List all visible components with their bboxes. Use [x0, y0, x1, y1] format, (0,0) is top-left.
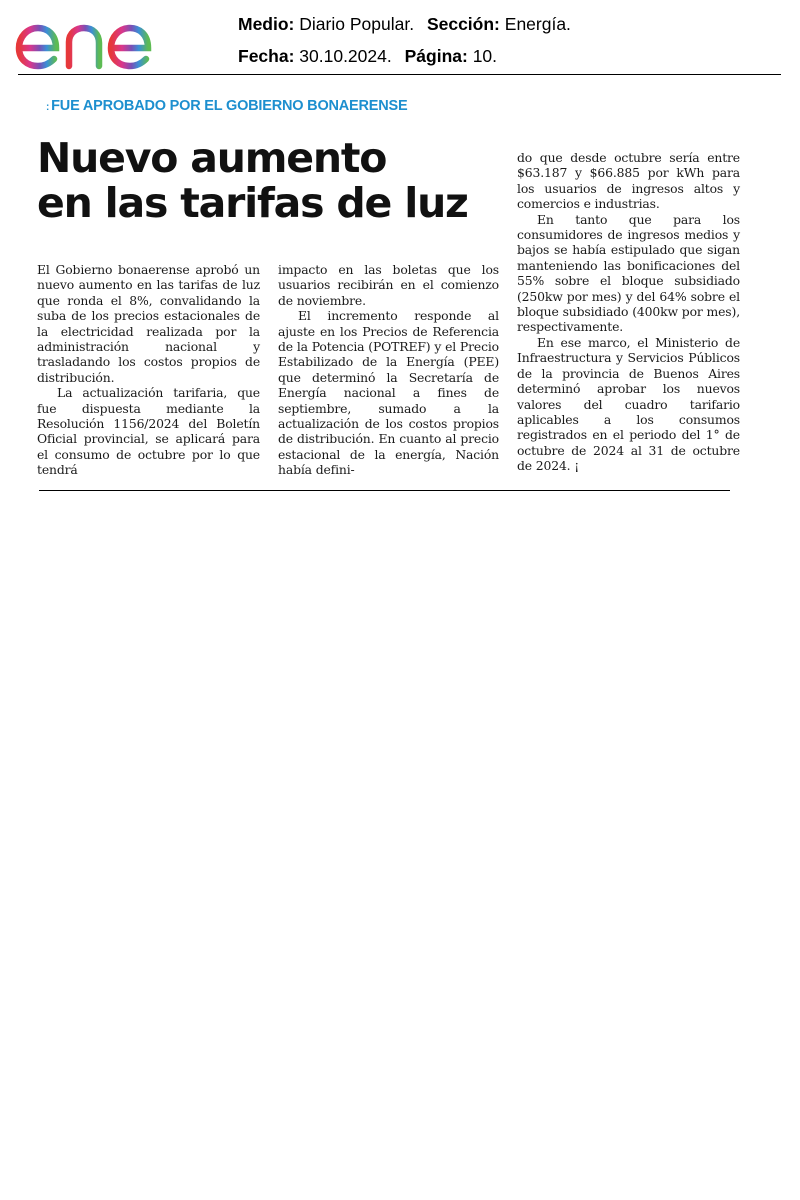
headline-line-2: en las tarifas de luz	[37, 179, 468, 227]
article-headline	[37, 136, 507, 226]
paragraph: En ese marco, el Ministerio de Infraestructura y Servicios Públicos de la provincia de Buenos Aires determinó aprobar los nuevos valores del cuadro tarifario aplicables a los consumos registrados en el periodo del 1° de octubre de 2024 al 31 de octubre de 2024. ¡	[517, 334, 740, 474]
medio-label: Medio:	[238, 14, 295, 34]
article-bottom-divider	[39, 490, 730, 491]
article-column-1	[37, 262, 260, 478]
headline-line-1: Nuevo aumento	[37, 134, 387, 182]
meta-line-2	[238, 40, 571, 72]
article-kicker	[46, 98, 408, 114]
pagina-value: 10.	[472, 46, 498, 66]
header-divider	[18, 74, 781, 75]
meta-line-1	[238, 8, 571, 40]
paragraph: do que desde octubre sería entre $63.187 y $66.885 por kWh para los usuarios de ingresos altos y comercios e industrias.	[517, 150, 740, 212]
press-clipping-meta	[238, 8, 571, 72]
pagina-label: Página:	[404, 46, 468, 66]
medio-value: Diario Popular.	[299, 14, 415, 34]
seccion-label: Sección:	[426, 14, 500, 34]
article-column-2	[278, 262, 499, 478]
article-column-3	[517, 150, 740, 474]
enel-logo	[14, 6, 180, 72]
paragraph: impacto en las boletas que los usuarios recibirán en el comienzo de noviembre.	[278, 262, 499, 308]
fecha-label: Fecha:	[238, 46, 295, 66]
kicker-text: FUE APROBADO POR EL GOBIERNO BONAERENSE	[51, 98, 408, 114]
fecha-value: 30.10.2024.	[299, 46, 392, 66]
paragraph: La actualización tarifaria, que fue dispuesta mediante la Resolución 1156/2024 del Boletín Oficial provincial, se aplicará para el consumo de octubre por lo que tendrá	[37, 385, 260, 478]
seccion-value: Energía.	[504, 14, 571, 34]
paragraph: En tanto que para los consumidores de ingresos medios y bajos se había estipulado que sigan manteniendo las bonificaciones del 55% sobre el bloque subsidiado (250kw por mes) y del 64% sobre el bloque subsidiado (400kw por mes), respectivamente.	[517, 211, 740, 335]
paragraph: El incremento responde al ajuste en los Precios de Referencia de la Potencia (POTREF) y el Precio Estabilizado de la Energía (PEE) que determinó la Secretaría de Energía nacional a fines de septiembre, sumado a la actualización de los costos propios de distribución. En cuanto al precio estacional de la energía, Nación había defini-	[278, 308, 499, 478]
kicker-marker: :	[46, 102, 50, 113]
paragraph: El Gobierno bonaerense aprobó un nuevo aumento en las tarifas de luz que ronda el 8%, convalidando la suba de los precios estacionales de la electricidad realizada por la administración nacional y trasladando los costos propios de distribución.	[37, 262, 260, 385]
